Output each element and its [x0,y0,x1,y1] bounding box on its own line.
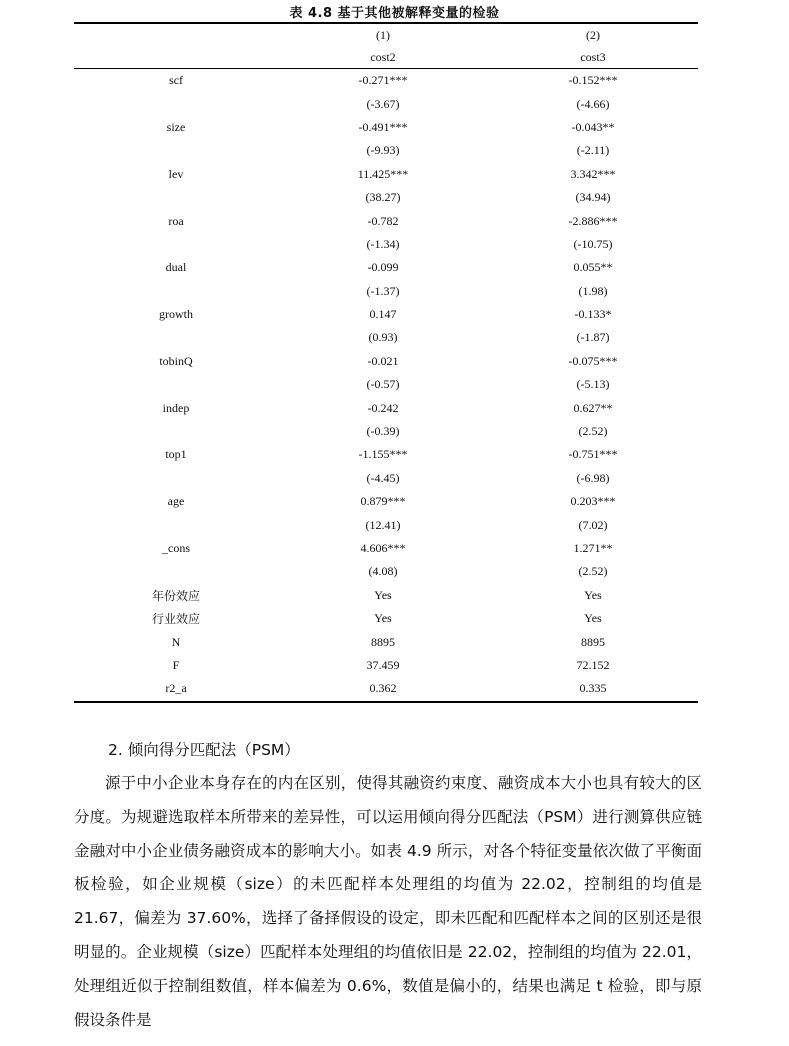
table-row [74,139,698,162]
row-label: indep [162,400,190,415]
cell-col1: -0.021 [367,353,399,368]
cell-col2: (-10.75) [573,236,613,251]
header-col2-number: (2) [586,27,600,42]
row-label: r2_a [165,681,187,696]
cell-col2: -0.152*** [568,73,618,88]
cell-col2: 0.203*** [570,494,616,509]
table-row [74,443,698,466]
row-label: _cons [162,541,190,555]
cell-col2: (-5.13) [576,377,610,392]
cell-col1: -0.782 [367,213,399,228]
table-row [74,326,698,349]
cell-col1: 8895 [371,634,395,649]
cell-col1: 37.459 [366,657,400,672]
header-blank [74,24,278,46]
row-label: F [172,657,180,672]
row-label: 年份效应 [151,588,200,603]
cell-col2: 1.271** [573,541,613,555]
cell-col2: 3.342*** [570,166,616,181]
table-row [74,350,698,373]
cell-col2: 0.627** [573,400,613,415]
table-row [74,233,698,256]
row-label [74,233,278,256]
row-label [74,280,278,303]
table-row [74,490,698,513]
cell-col1: (-9.93) [366,143,400,158]
row-label: dual [165,260,187,275]
cell-col1: (4.08) [368,564,398,579]
cell-col2: 0.055** [573,260,613,275]
cell-col1: -1.155*** [358,447,408,462]
cell-col2: Yes [584,587,602,602]
table-title: 表 4.8 基于其他被解释变量的检验 [289,6,500,21]
cell-col2: (-1.87) [576,330,610,345]
cell-col2: -0.075*** [568,353,618,368]
table-row [74,303,698,326]
row-label: roa [168,213,184,228]
header-row-names [74,46,698,68]
header-col2-name: cost3 [580,49,606,64]
table-header [74,24,698,68]
table-row [74,163,698,186]
row-label [74,373,278,396]
row-label: 行业效应 [151,612,200,627]
cell-col1: Yes [374,587,392,602]
row-label: growth [159,307,193,322]
row-label [74,186,278,209]
row-label [74,92,278,115]
cell-col1: (-3.67) [366,96,400,111]
table-row [74,373,698,396]
header-row-numbers [74,24,698,46]
row-label: scf [169,73,183,88]
regression-table [74,22,698,703]
cell-col2: (2.52) [578,564,608,579]
row-label: age [167,494,185,509]
table-row [74,69,698,92]
cell-col1: (-1.34) [366,236,400,251]
cell-col2: 72.152 [576,657,610,672]
row-label [74,467,278,490]
cell-col1: (-1.37) [366,283,400,298]
table-row [74,467,698,490]
cell-col2: (-6.98) [576,470,610,485]
row-label: lev [168,166,184,181]
cell-col1: (12.41) [365,517,401,532]
section-paragraph: 源于中小企业本身存在的内在区别，使得其融资约束度、融资成本大小也具有较大的区分度。为规避选取样本所带来的差异性，可以运用倾向得分匹配法（PSM）进行测算供应链金融对中小企业债务融资成本的影响大小。如表 4.9 所示，对各个特征变量依次做了平衡面板检验，如企业规模（size）的未匹配样本处理组的均值为 22.02，控制组的均值是 21.67，偏差为 37.60%，选择了备择假设的设定，即未匹配和匹配样本之间的区别还是很明显的。企业规模（size）匹配样本处理组的均值依旧是 22.02，控制组的均值为 22.01，处理组近似于控制组数值，样本偏差为 0.6%，数值是偏小的，结果也满足 t 检验，即与原假设条件是 [74,774,702,1029]
cell-col2: -0.751*** [568,447,618,462]
cell-col1: 0.362 [369,681,397,696]
row-label: top1 [165,447,187,462]
table-row [74,256,698,279]
cell-col1: (-0.57) [366,377,400,392]
table-row [74,396,698,419]
cell-col2: (-2.11) [576,143,610,158]
cell-col1: (0.93) [368,330,398,345]
table-row [74,420,698,443]
section-paragraph-wrap [74,767,702,1037]
table-bottom-rule [74,701,698,703]
body-text [74,733,702,1037]
table-row [74,654,698,677]
cell-col1: Yes [374,611,392,626]
cell-col2: (7.02) [578,517,608,532]
table-row [74,607,698,630]
table-row [74,280,698,303]
row-label [74,560,278,583]
table-body [74,69,698,701]
cell-col1: 0.879*** [360,494,406,509]
table-row [74,630,698,653]
header-col1-number: (1) [376,27,390,42]
cell-col1: -0.242 [367,400,399,415]
section-heading: 2. 倾向得分匹配法（PSM） [108,741,300,759]
row-label [74,513,278,536]
cell-col1: (-4.45) [366,470,400,485]
row-label [74,420,278,443]
table-row [74,209,698,232]
table-row [74,537,698,560]
cell-col1: -0.099 [367,260,399,275]
table-row [74,677,698,700]
table-row [74,116,698,139]
cell-col2: Yes [584,611,602,626]
row-label [74,139,278,162]
table-row [74,560,698,583]
cell-col1: -0.491*** [358,119,408,134]
row-label [74,326,278,349]
cell-col2: -0.133* [574,307,612,322]
cell-col2: (1.98) [578,283,608,298]
cell-col1: 0.147 [369,307,397,322]
header-col1-name: cost2 [370,49,396,64]
row-label: tobinQ [159,353,193,368]
cell-col1: (38.27) [365,190,401,205]
row-label: size [166,119,186,134]
cell-col1: (-0.39) [366,424,400,439]
cell-col2: 0.335 [579,681,607,696]
cell-col2: (34.94) [575,190,611,205]
table-row [74,92,698,115]
cell-col2: 8895 [581,634,605,649]
table-row [74,186,698,209]
cell-col2: -2.886*** [568,213,618,228]
table-row [74,513,698,536]
table-row [74,584,698,607]
cell-col2: -0.043** [571,119,615,134]
cell-col1: -0.271*** [358,73,408,88]
cell-col1: 4.606*** [360,541,406,555]
cell-col2: (2.52) [578,424,608,439]
row-label: N [171,634,181,649]
cell-col2: (-4.66) [576,96,610,111]
header-blank [74,46,278,68]
cell-col1: 11.425*** [357,166,409,181]
